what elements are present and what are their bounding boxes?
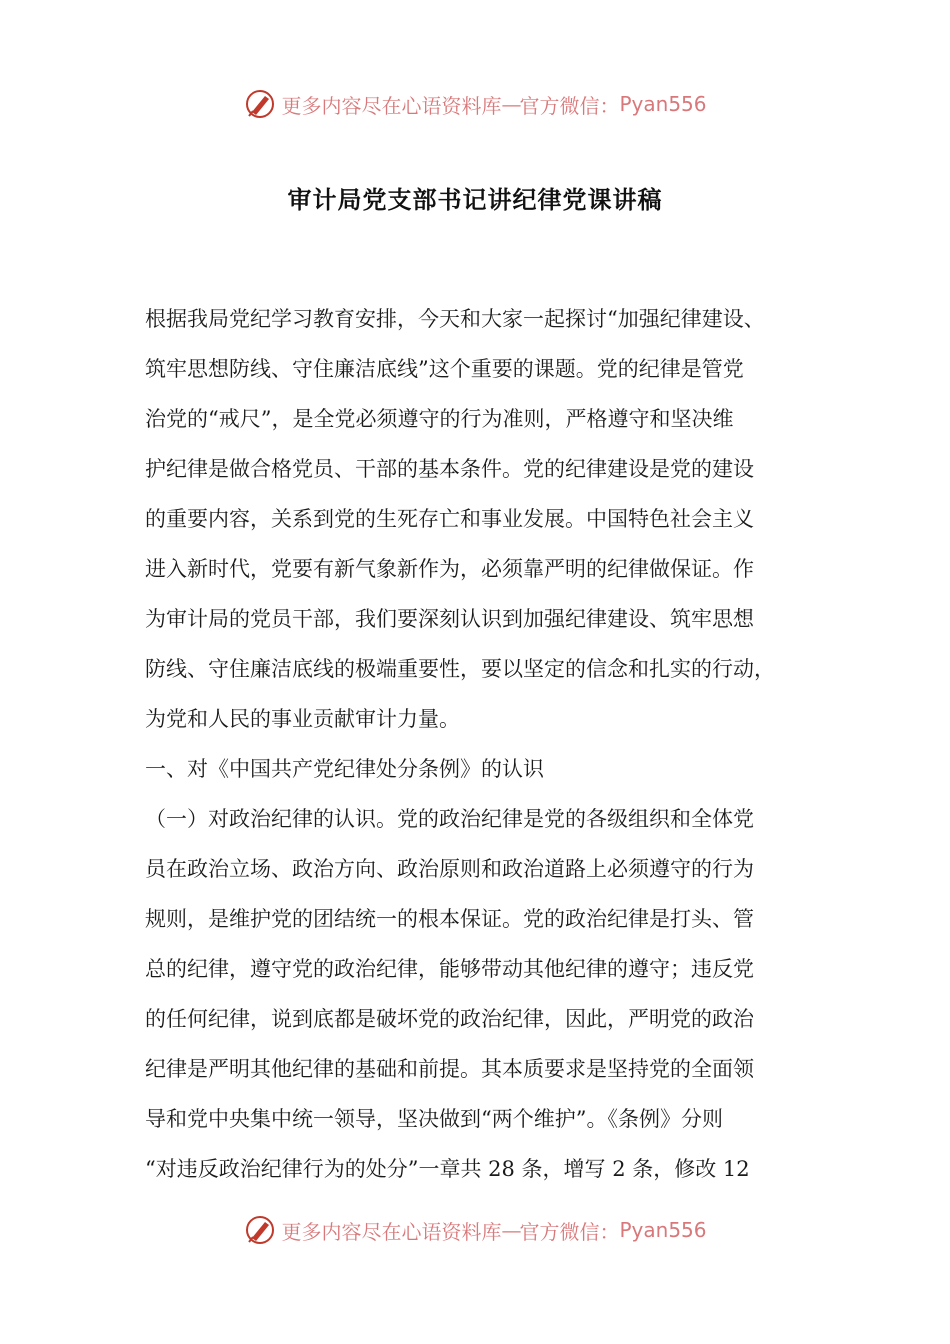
body-line: 规则，是维护党的团结统一的根本保证。党的政治纪律是打头、管 [145,907,754,931]
body-line: 导和党中央集中统一领导，坚决做到“两个维护”。《条例》分则 [145,1107,723,1131]
watermark-contact: 官方微信： [519,93,620,118]
watermark-id: Pyan556 [619,1218,707,1242]
section-heading: 一、对《中国共产党纪律处分条例》的认识 [145,757,544,781]
watermark-text: 更多内容尽在心语资料库 [281,93,502,118]
body-line: 防线、守住廉洁底线的极端重要性，要以坚定的信念和扎实的行动， [145,657,775,681]
body-line: 护纪律是做合格党员、干部的基本条件。党的纪律建设是党的建设 [145,457,754,481]
body-line: 进入新时代，党要有新气象新作为，必须靠严明的纪律做保证。作 [145,557,754,581]
body-line: 筑牢思想防线、守住廉洁底线”这个重要的课题。党的纪律是管党 [145,357,744,381]
footer-watermark [0,1210,950,1250]
pen-nib-circle-icon [243,87,277,121]
body-line: “对违反政治纪律行为的处分”一章共 28 条，增写 2 条，修改 12 [145,1157,750,1181]
pen-nib-circle-icon [243,1213,277,1247]
watermark-id: Pyan556 [619,92,707,116]
watermark-text: 更多内容尽在心语资料库 [281,1219,502,1244]
body-line: 根据我局党纪学习教育安排，今天和大家一起探讨“加强纪律建设、 [145,307,765,331]
watermark-separator: — [501,1218,520,1242]
body-line: 总的纪律，遵守党的政治纪律，能够带动其他纪律的遵守；违反党 [145,957,754,981]
document-title: 审计局党支部书记讲纪律党课讲稿 [287,186,663,214]
body-line: 的任何纪律，说到底都是破坏党的政治纪律，因此，严明党的政治 [145,1007,754,1031]
body-line: 员在政治立场、政治方向、政治原则和政治道路上必须遵守的行为 [145,857,754,881]
watermark-contact: 官方微信： [519,1219,620,1244]
document-body [145,294,827,1194]
body-line: （一）对政治纪律的认识。党的政治纪律是党的各级组织和全体党 [145,807,754,831]
body-line: 纪律是严明其他纪律的基础和前提。其本质要求是坚持党的全面领 [145,1057,754,1081]
body-line: 的重要内容，关系到党的生死存亡和事业发展。中国特色社会主义 [145,507,754,531]
body-line: 为党和人民的事业贡献审计力量。 [145,707,460,731]
body-line: 治党的“戒尺”，是全党必须遵守的行为准则，严格遵守和坚决维 [145,407,734,431]
body-line: 为审计局的党员干部，我们要深刻认识到加强纪律建设、筑牢思想 [145,607,754,631]
watermark-separator: — [501,92,520,116]
header-watermark [0,84,950,124]
